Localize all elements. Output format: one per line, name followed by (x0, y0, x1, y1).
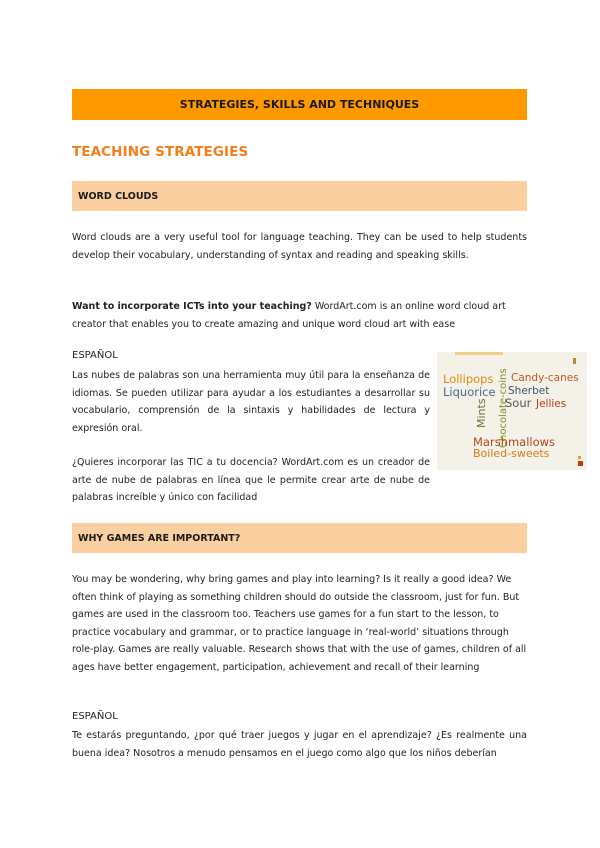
spanish-label-2: ESPAÑOL (72, 711, 118, 722)
word-mints: Mints (475, 398, 488, 428)
word-clouds-intro: Word clouds are a very useful tool for language teaching. They can be used to help students develop their vocabulary, understanding of syntax and reading and speaking skills. (72, 232, 527, 261)
word-sour: Sour (505, 396, 532, 410)
games-intro: You may be wondering, why bring games and play into learning? Is it really a good idea? We often think of playing as something children should do outside the classroom, just for fun. But games are used in the classroom too. Teachers use games for a fun start to the lesson, to practice vocabulary and grammar, or to practice language in ‘real-world’ situations through role-play. Games are really valuable. Research shows that with the use of games, children of all ages have better engagement, participation, achievement and recall of their learning (72, 574, 527, 673)
word-liquorice: Liquorice (443, 385, 496, 399)
ict-question: Want to incorporate ICTs into your teaching? (72, 301, 312, 312)
word-candy-canes: Candy-canes (511, 372, 579, 384)
page-title: STRATEGIES, SKILLS AND TECHNIQUES (179, 98, 420, 111)
spanish-label-1: ESPAÑOL (72, 350, 118, 361)
games-banner (72, 523, 527, 553)
word-marshmallows: Marshmallows (473, 435, 556, 449)
word-clouds-heading: WORD CLOUDS (78, 190, 159, 202)
word-clouds-banner (72, 181, 527, 211)
spanish-paragraph-1: Las nubes de palabras son una herramienta muy útil para la enseñanza de idiomas. Se pueden utilizar para ayudar a los estudiantes a desarrollar su vocabulario, comprensión de la sintaxis y habilidades de lectura y expresión oral. (72, 370, 430, 434)
word-lollipops: Lollipops (443, 372, 494, 386)
games-heading: WHY GAMES ARE IMPORTANT? (78, 532, 241, 544)
ict-description: WordArt.com is an online word cloud art creator that enables you to create amazing and unique word cloud art with ease (72, 301, 506, 330)
word-jellies: Jellies (536, 398, 567, 410)
word-sherbet: Sherbet (508, 385, 550, 397)
word-chocolate-coins: Chocolate-coins (498, 368, 509, 448)
games-spanish-paragraph: Te estarás preguntando, ¿por qué traer juegos y jugar en el aprendizaje? ¿Es realmente una buena idea? Nosotros a menudo pensamos en el juego como algo que los niños deberían (72, 730, 527, 759)
section-heading: TEACHING STRATEGIES (72, 144, 249, 160)
page-title-banner (72, 89, 527, 120)
spanish-paragraph-2: ¿Quieres incorporar las TIC a tu docencia? WordArt.com es un creador de arte de nube de palabras en línea que le permite crear arte de nube de palabras increíble y único con facilidad (72, 457, 430, 503)
ict-paragraph (72, 298, 527, 333)
word-boiled-sweets: Boiled-sweets (473, 447, 550, 460)
word-cloud-image (437, 352, 587, 470)
